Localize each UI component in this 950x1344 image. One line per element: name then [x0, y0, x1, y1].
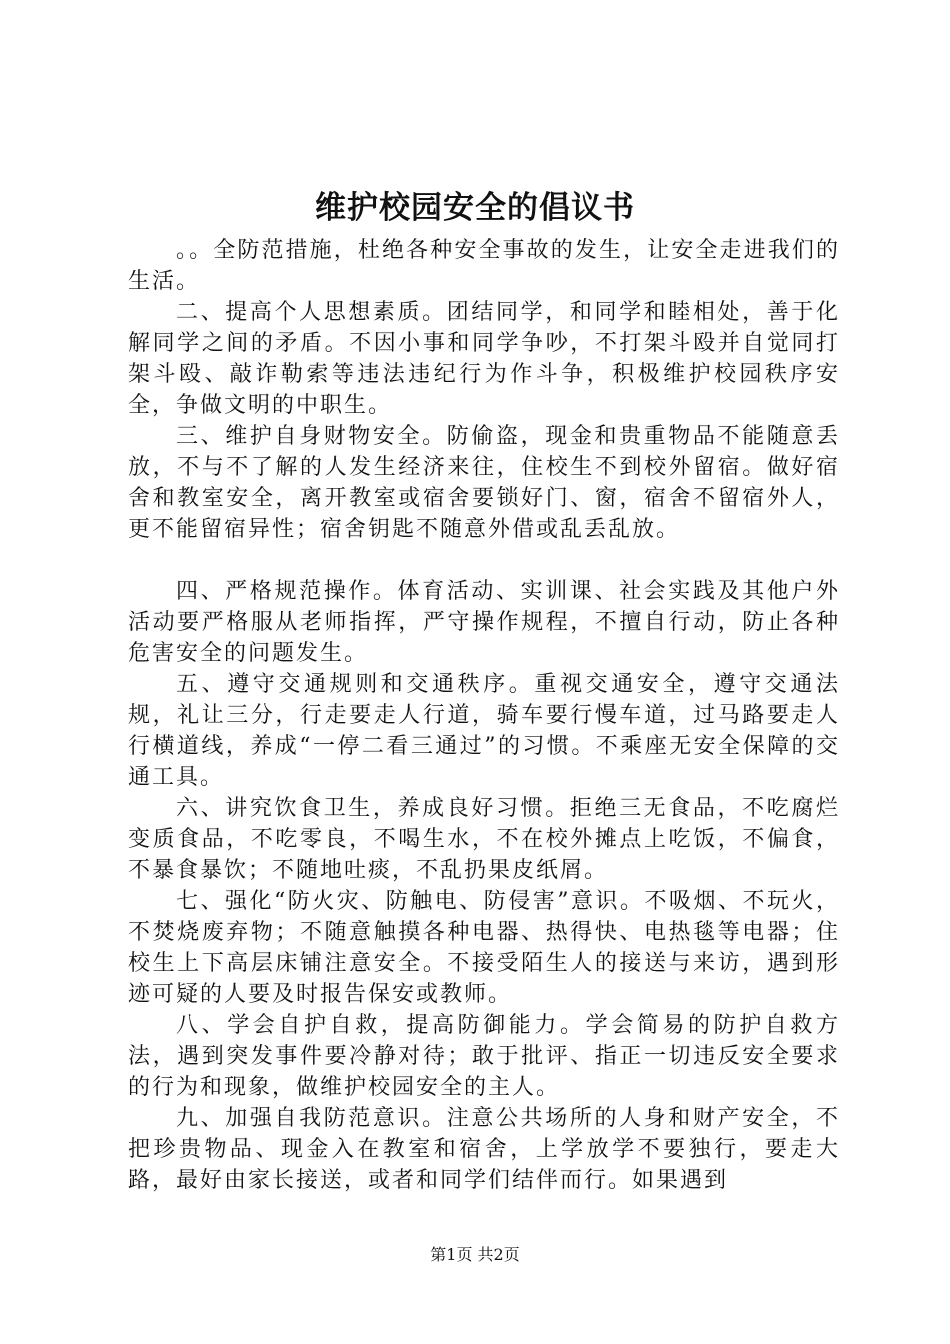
paragraph-8: 八、学会自护自救，提高防御能力。学会简易的防护自救方法，遇到突发事件要冷静对待；敢于批评、指正一切违反安全要求的行为和现象，做维护校园安全的主人。: [128, 1013, 840, 1100]
paragraph-4: 四、严格规范操作。体育活动、实训课、社会实践及其他户外活动要严格服从老师指挥，严守操作规程，不擅自行动，防止各种危害安全的问题发生。: [128, 579, 840, 666]
document-title: 维护校园安全的倡议书: [315, 190, 635, 226]
document-body: [128, 235, 840, 1196]
paragraph-1: 。。全防范措施，杜绝各种安全事故的发生，让安全走进我们的生活。: [128, 238, 840, 294]
paragraph-6: 六、讲究饮食卫生，养成良好习惯。拒绝三无食品，不吃腐烂变质食品，不吃零良，不喝生水，不在校外摊点上吃饭，不偏食，不暴食暴饮；不随地吐痰，不乱扔果皮纸屑。: [128, 796, 840, 883]
paragraph-2: 二、提高个人思想素质。团结同学，和同学和睦相处，善于化解同学之间的矛盾。不因小事和同学争吵，不打架斗殴并自觉同打架斗殴、敲诈勒索等违法违纪行为作斗争，积极维护校园秩序安全，争做文明的中职生。: [128, 300, 840, 418]
paragraph-3: 三、维护自身财物安全。防偷盗，现金和贵重物品不能随意丢放，不与不了解的人发生经济来往，住校生不到校外留宿。做好宿舍和教室安全，离开教室或宿舍要锁好门、窗，宿舍不留宿外人，更不能留宿异性；宿舍钥匙不随意外借或乱丢乱放。: [128, 424, 840, 542]
paragraph-9: 九、加强自我防范意识。注意公共场所的人身和财产安全，不把珍贵物品、现金入在教室和宿舍，上学放学不要独行，要走大路，最好由家长接送，或者和同学们结伴而行。如果遇到: [128, 1106, 840, 1193]
page-number-footer: 第1页 共2页: [430, 1245, 520, 1264]
paragraph-7: 七、强化“防火灾、防触电、防侵害”意识。不吸烟、不玩火，不焚烧废弃物；不随意触摸各种电器、热得快、电热毯等电器；住校生上下高层床铺注意安全。不接受陌生人的接送与来访，遇到形迹可疑的人要及时报告保安或教师。: [128, 889, 840, 1007]
paragraph-5: 五、遵守交通规则和交通秩序。重视交通安全，遵守交通法规，礼让三分，行走要走人行道，骑车要行慢车道，过马路要走人行横道线，养成“一停二看三通过”的习惯。不乘座无安全保障的交通工具。: [128, 672, 840, 790]
